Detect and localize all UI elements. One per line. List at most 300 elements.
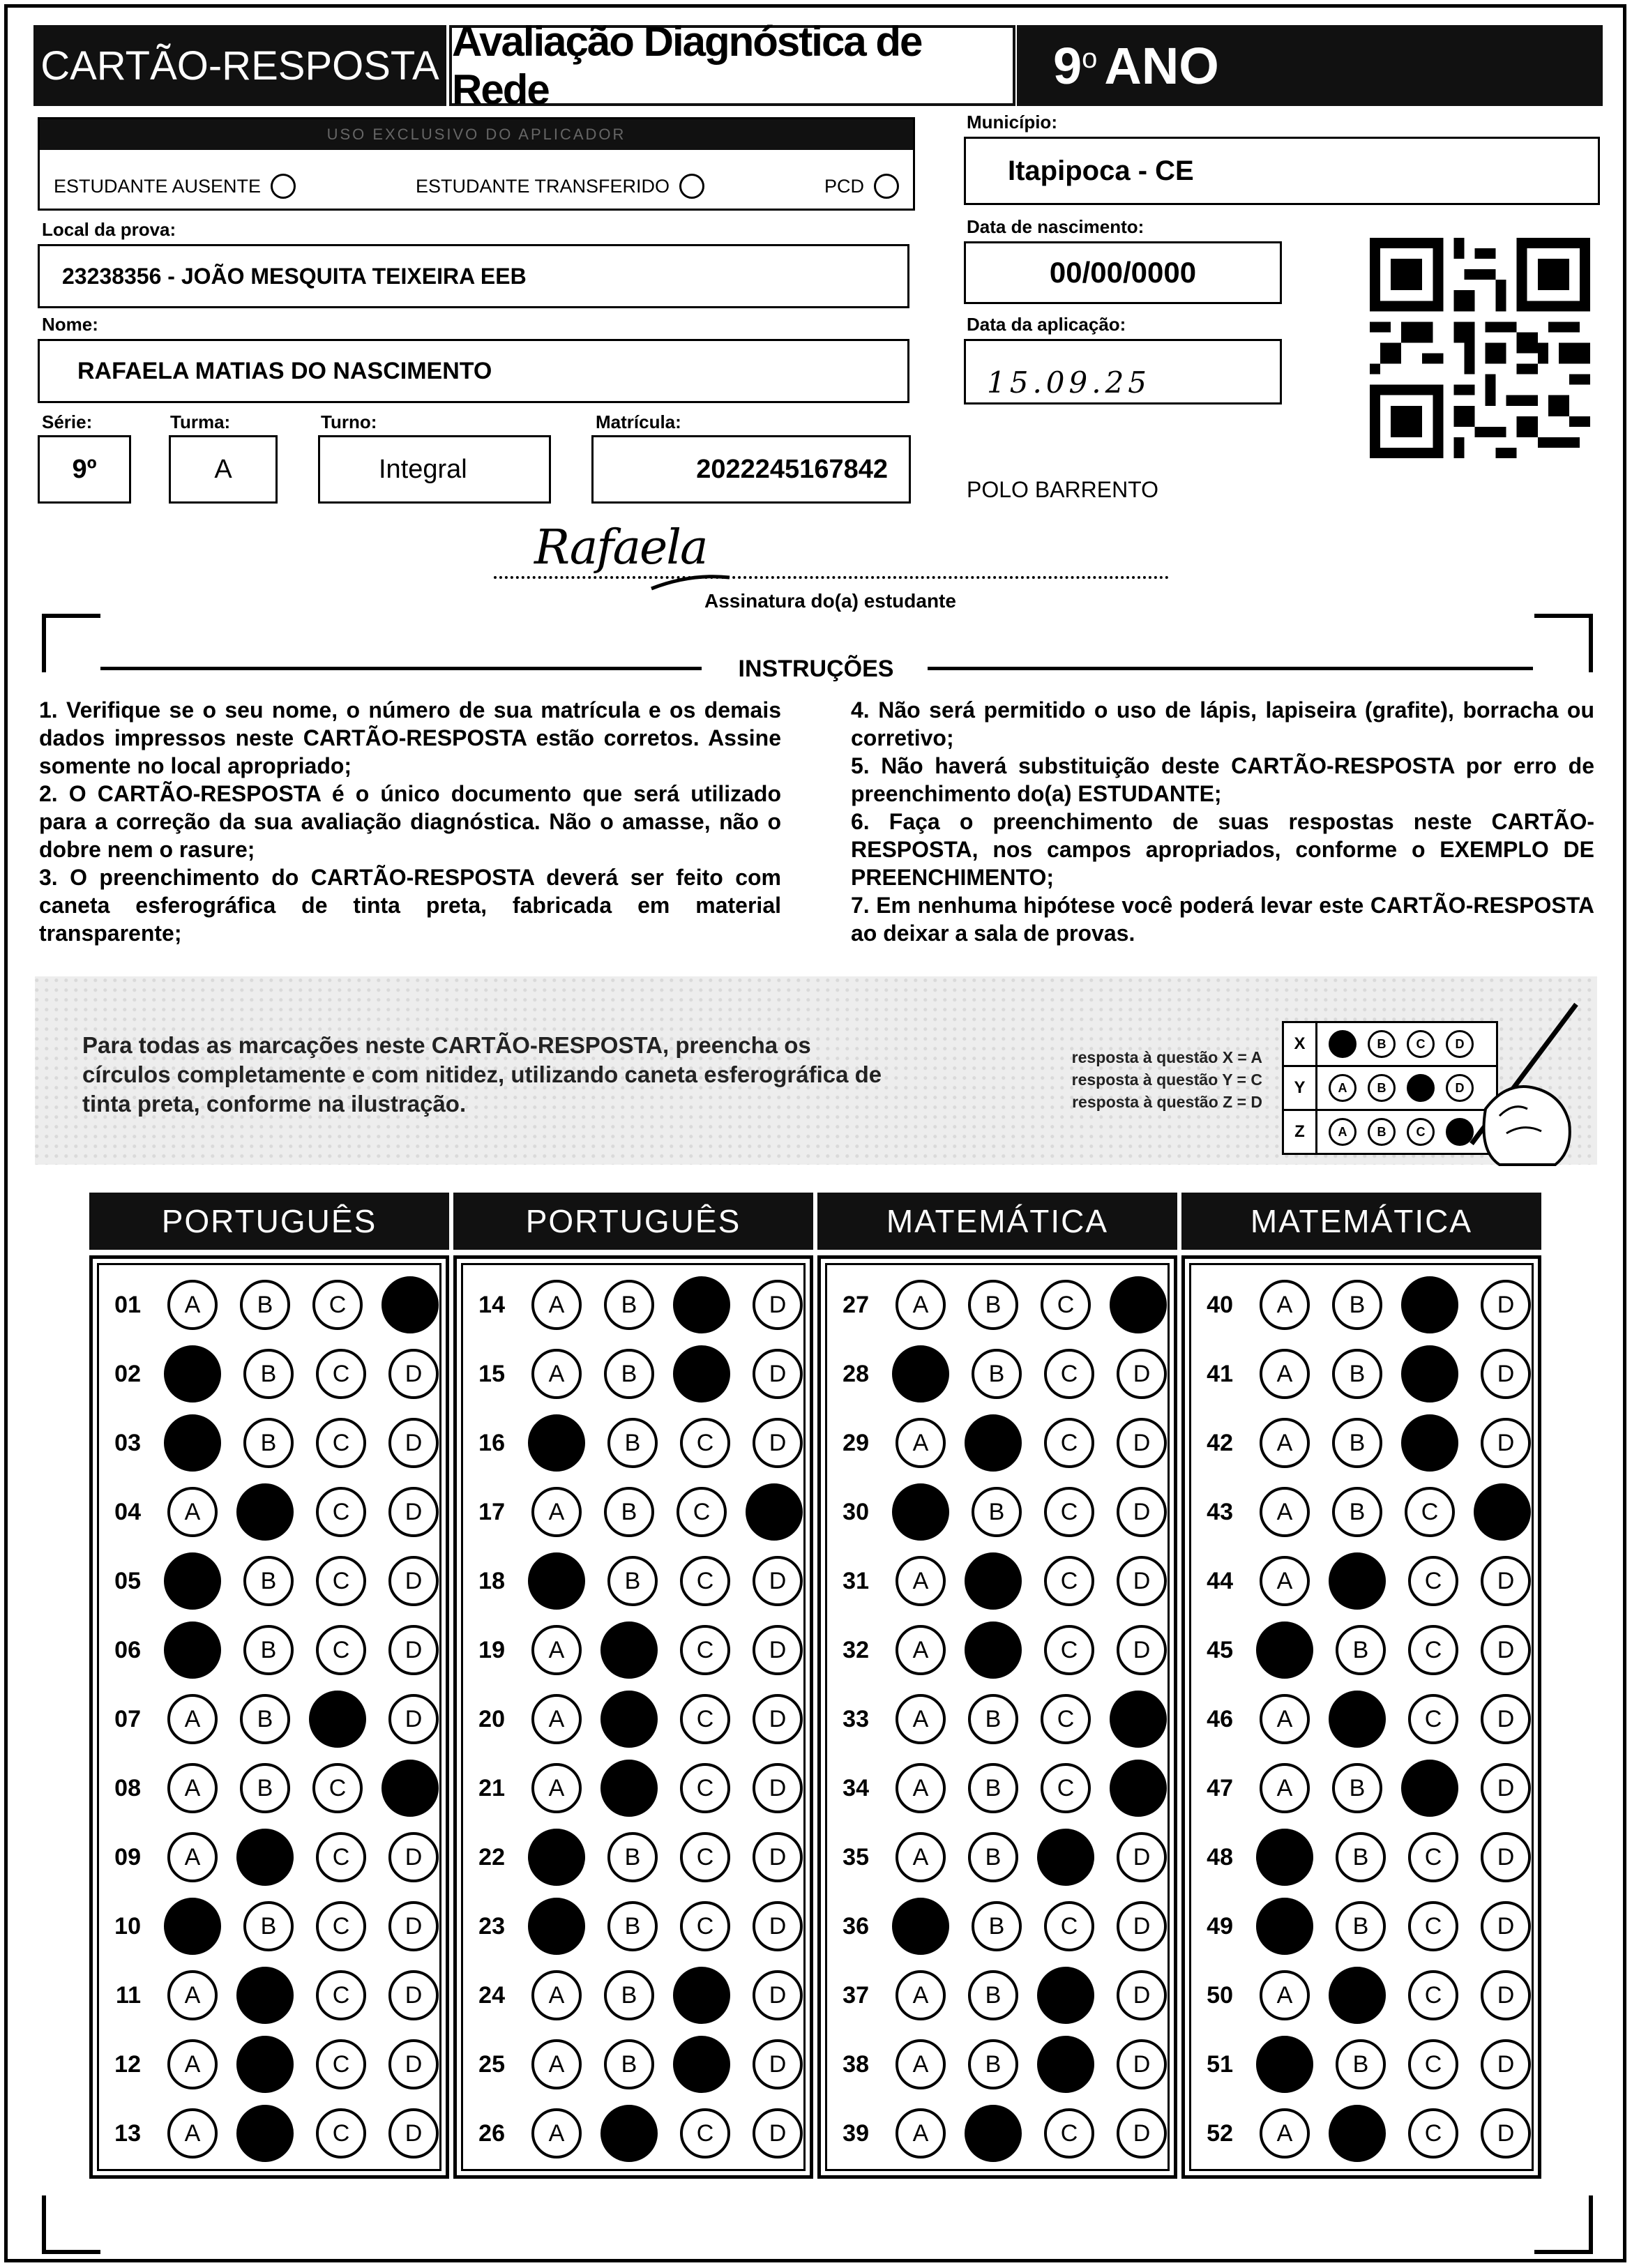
answer-bubble-a[interactable]: A [896, 1280, 946, 1330]
answer-bubble-d[interactable]: D [753, 1625, 803, 1675]
answer-bubble-c[interactable]: C [1044, 1349, 1094, 1399]
answer-bubble-b[interactable]: B [1336, 1832, 1386, 1882]
example-legend-item: resposta à questão X = A [1071, 1048, 1262, 1066]
signature-caption: Assinatura do(a) estudante [704, 590, 956, 612]
answer-bubble-c[interactable]: C [677, 1487, 727, 1537]
answer-bubble-a[interactable]: A [531, 1625, 582, 1675]
example-bubble: B [1368, 1118, 1396, 1146]
answer-bubble-c[interactable]: C [680, 1901, 730, 1951]
answer-bubble-c[interactable] [673, 1967, 730, 2024]
question-row [463, 1481, 803, 1543]
answer-bubble-a[interactable]: A [167, 2108, 218, 2159]
answer-bubble-d[interactable]: D [753, 2108, 803, 2159]
answer-bubble-c[interactable]: C [680, 1763, 730, 1813]
matricula-field: 2022245167842 [591, 435, 911, 504]
column-title: MATEMÁTICA [1181, 1193, 1541, 1250]
question-number: 04 [114, 1498, 141, 1525]
answer-bubble-c[interactable]: C [1041, 1694, 1091, 1744]
question-row [99, 1550, 439, 1612]
answer-bubble-d[interactable]: D [1117, 2039, 1167, 2089]
answer-bubble-b[interactable]: B [607, 1832, 658, 1882]
answer-bubble-a[interactable]: A [531, 1349, 582, 1399]
question-number: 07 [114, 1705, 141, 1732]
answer-bubble-d[interactable]: D [388, 1901, 439, 1951]
question-number: 29 [843, 1429, 869, 1456]
question-number: 51 [1207, 2050, 1233, 2078]
instruction-item: 3. O preenchimento do CARTÃO-RESPOSTA deverá ser feito com caneta esferográfica de tinta preta, fabricada em material transparente; [39, 865, 781, 946]
answer-bubble-a[interactable]: A [531, 1694, 582, 1744]
question-number: 34 [843, 1774, 869, 1801]
app-date-label: Data da aplicação: [967, 314, 1126, 335]
grade-banner [1017, 25, 1603, 106]
question-row [463, 1619, 803, 1681]
answer-bubble-b[interactable]: B [968, 1832, 1018, 1882]
answer-bubble-d[interactable]: D [1481, 1625, 1531, 1675]
answer-bubble-c[interactable]: C [1044, 1901, 1094, 1951]
answer-bubble-a[interactable]: A [1260, 1694, 1310, 1744]
app-date-field[interactable]: 15.09.25 [964, 339, 1282, 405]
answer-bubble-d[interactable]: D [1117, 1625, 1167, 1675]
answer-bubble-d[interactable] [746, 1483, 803, 1541]
answer-bubble-a[interactable]: A [896, 1556, 946, 1606]
answer-bubble-b[interactable]: B [607, 1901, 658, 1951]
answer-bubble-b[interactable]: B [1336, 2039, 1386, 2089]
answer-bubble-b[interactable] [1329, 1691, 1386, 1748]
instruction-item: 5. Não haverá substituição deste CARTÃO-RESPOSTA por erro de preenchimento do(a) ESTUDANTE; [851, 753, 1594, 806]
question-number: 38 [843, 2050, 869, 2078]
answer-bubble-c[interactable]: C [1408, 1832, 1458, 1882]
answer-bubble-d[interactable]: D [753, 1901, 803, 1951]
answer-bubble-d[interactable]: D [388, 1418, 439, 1468]
applicator-box [38, 117, 915, 211]
answer-bubble-b[interactable]: B [1332, 1280, 1382, 1330]
answer-bubble-b[interactable] [600, 1760, 658, 1817]
question-number: 26 [478, 2119, 505, 2147]
question-row [463, 1412, 803, 1474]
answer-bubble-c[interactable]: C [316, 1901, 366, 1951]
answer-bubble-b[interactable] [236, 1483, 294, 1541]
pcd-option[interactable] [824, 174, 899, 199]
signature-handwriting[interactable]: Rafaela [534, 520, 707, 575]
question-row [1191, 2102, 1531, 2165]
answer-bubble-d[interactable] [1110, 1760, 1167, 1817]
answer-bubble-c[interactable] [1401, 1276, 1458, 1333]
answer-bubble-c[interactable]: C [316, 1832, 366, 1882]
answer-bubble-d[interactable] [1110, 1691, 1167, 1748]
answer-bubble-c[interactable] [1037, 1967, 1094, 2024]
answer-bubble-b[interactable]: B [972, 1901, 1022, 1951]
answer-bubble-d[interactable]: D [753, 1280, 803, 1330]
answer-bubble-b[interactable] [1329, 2105, 1386, 2162]
answer-bubble-a[interactable] [1256, 1898, 1313, 1955]
answer-bubble-d[interactable]: D [753, 1349, 803, 1399]
question-number: 36 [843, 1912, 869, 1940]
instructions-left [39, 696, 781, 947]
answer-bubble-d[interactable]: D [1117, 1556, 1167, 1606]
answer-bubble-d[interactable]: D [388, 2039, 439, 2089]
answer-bubble-a[interactable]: A [1260, 1970, 1310, 2020]
answer-bubble-b[interactable]: B [607, 1556, 658, 1606]
answer-bubble-a[interactable]: A [896, 1625, 946, 1675]
answer-bubble-a[interactable]: A [531, 2108, 582, 2159]
answer-bubble-b[interactable]: B [968, 1280, 1018, 1330]
answer-bubble-c[interactable]: C [316, 2108, 366, 2159]
answer-bubble-d[interactable]: D [1117, 2108, 1167, 2159]
question-row [463, 1757, 803, 1820]
answer-bubble-a[interactable]: A [531, 1763, 582, 1813]
answer-bubble-d[interactable]: D [1481, 1418, 1531, 1468]
question-number: 24 [478, 1981, 505, 2009]
answer-bubble-c[interactable]: C [1408, 2039, 1458, 2089]
question-row [99, 2102, 439, 2165]
answer-bubble-b[interactable] [965, 1621, 1022, 1679]
answer-bubble-a[interactable]: A [531, 1487, 582, 1537]
answer-bubble-a[interactable] [164, 1552, 221, 1610]
answer-bubble-c[interactable] [1401, 1414, 1458, 1472]
answer-bubble-b[interactable]: B [604, 1349, 654, 1399]
answer-bubble-b[interactable]: B [243, 1556, 294, 1606]
question-number: 28 [843, 1360, 869, 1387]
question-number: 19 [478, 1636, 505, 1663]
question-row [827, 1688, 1167, 1751]
answer-bubble-c[interactable]: C [1044, 1625, 1094, 1675]
answer-bubble-c[interactable] [1037, 2036, 1094, 2093]
answer-bubble-c[interactable]: C [1044, 1418, 1094, 1468]
answer-bubble-b[interactable] [236, 1967, 294, 2024]
answer-bubble-d[interactable]: D [753, 1970, 803, 2020]
answer-bubble-a[interactable] [164, 1898, 221, 1955]
answer-bubble-c[interactable]: C [1044, 1487, 1094, 1537]
answer-bubble-b[interactable]: B [240, 1694, 290, 1744]
answer-bubble-a[interactable] [1256, 1829, 1313, 1886]
answer-bubble-a[interactable]: A [531, 1970, 582, 2020]
question-number: 22 [478, 1843, 505, 1870]
answer-bubble-a[interactable]: A [1260, 1418, 1310, 1468]
example-legend-item: resposta à questão Z = D [1072, 1093, 1262, 1111]
answer-bubble-b[interactable]: B [604, 1970, 654, 2020]
answer-bubble-a[interactable]: A [896, 1832, 946, 1882]
answer-bubble-d[interactable]: D [388, 1349, 439, 1399]
answer-bubble-c[interactable]: C [1041, 1280, 1091, 1330]
answer-bubble-d[interactable]: D [1481, 1349, 1531, 1399]
answer-bubble-b[interactable]: B [604, 2039, 654, 2089]
answer-bubble-b[interactable]: B [1336, 1625, 1386, 1675]
answer-bubble-d[interactable]: D [388, 1694, 439, 1744]
answer-bubble-b[interactable] [236, 2105, 294, 2162]
answer-bubble-a[interactable]: A [1260, 1280, 1310, 1330]
answer-bubble-c[interactable] [1037, 1829, 1094, 1886]
answer-bubble-a[interactable]: A [896, 2039, 946, 2089]
answer-bubble-a[interactable] [164, 1414, 221, 1472]
transferred-option[interactable] [416, 174, 704, 199]
hand-pen-icon [1458, 997, 1597, 1172]
question-number: 09 [114, 1843, 141, 1870]
answer-bubble-a[interactable]: A [167, 1832, 218, 1882]
answer-bubble-d[interactable]: D [388, 1970, 439, 2020]
local-field: 23238356 - JOÃO MESQUITA TEIXEIRA EEB [38, 244, 909, 308]
answer-bubble-a[interactable] [528, 1552, 585, 1610]
answer-bubble-b[interactable] [965, 2105, 1022, 2162]
question-number: 50 [1207, 1981, 1233, 2009]
answer-bubble-c[interactable]: C [316, 1349, 366, 1399]
answer-bubble-c[interactable]: C [1408, 1694, 1458, 1744]
absent-radio[interactable] [271, 174, 296, 199]
answer-bubble-a[interactable]: A [896, 1970, 946, 2020]
question-number: 25 [478, 2050, 505, 2078]
serie-field: 9º [38, 435, 131, 504]
answer-bubble-c[interactable]: C [680, 1418, 730, 1468]
answer-bubble-a[interactable]: A [167, 1970, 218, 2020]
example-bubble [1407, 1074, 1435, 1102]
answer-bubble-c[interactable]: C [1408, 1970, 1458, 2020]
answer-bubble-a[interactable]: A [167, 1763, 218, 1813]
answer-bubble-b[interactable]: B [1332, 1418, 1382, 1468]
answer-bubble-d[interactable] [1110, 1276, 1167, 1333]
question-row [99, 1895, 439, 1958]
answer-bubble-c[interactable] [673, 1276, 730, 1333]
answer-bubble-b[interactable]: B [240, 1280, 290, 1330]
question-row [827, 1273, 1167, 1336]
answer-bubble-a[interactable] [164, 1621, 221, 1679]
instruction-item: 7. Em nenhuma hipótese você poderá levar este CARTÃO-RESPOSTA ao deixar a sala de provas. [851, 893, 1594, 946]
question-number: 08 [114, 1774, 141, 1801]
example-row-key: X [1284, 1023, 1317, 1065]
answer-bubble-c[interactable] [673, 2036, 730, 2093]
answer-bubble-a[interactable] [528, 1414, 585, 1472]
question-row [827, 1619, 1167, 1681]
answer-bubble-d[interactable]: D [1481, 1901, 1531, 1951]
question-number: 12 [114, 2050, 141, 2078]
answer-bubble-c[interactable]: C [680, 1832, 730, 1882]
answer-bubble-a[interactable]: A [167, 1280, 218, 1330]
answer-bubble-c[interactable]: C [316, 1625, 366, 1675]
answer-bubble-b[interactable]: B [972, 1349, 1022, 1399]
answer-bubble-d[interactable]: D [753, 1556, 803, 1606]
question-number: 32 [843, 1636, 869, 1663]
answer-bubble-a[interactable] [892, 1345, 949, 1403]
answer-bubble-d[interactable]: D [1117, 1970, 1167, 2020]
question-number: 15 [478, 1360, 505, 1387]
answer-bubble-b[interactable]: B [607, 1418, 658, 1468]
pcd-radio[interactable] [874, 174, 899, 199]
instructions-rule-left [100, 667, 702, 670]
answer-bubble-c[interactable]: C [680, 2108, 730, 2159]
answer-bubble-b[interactable]: B [243, 1625, 294, 1675]
answer-bubble-a[interactable] [528, 1829, 585, 1886]
answer-bubble-b[interactable] [236, 1829, 294, 1886]
answer-bubble-a[interactable]: A [167, 2039, 218, 2089]
answer-bubble-d[interactable]: D [1481, 1970, 1531, 2020]
answer-bubble-d[interactable]: D [1481, 2108, 1531, 2159]
question-number: 46 [1207, 1705, 1233, 1732]
answer-bubble-d[interactable] [1474, 1483, 1531, 1541]
signature-line [494, 576, 1169, 579]
answer-bubble-d[interactable] [381, 1276, 439, 1333]
answer-bubble-b[interactable] [236, 2036, 294, 2093]
answer-bubble-d[interactable]: D [753, 1694, 803, 1744]
answer-bubble-b[interactable]: B [1332, 1349, 1382, 1399]
answer-bubble-b[interactable]: B [1332, 1487, 1382, 1537]
answer-bubble-c[interactable]: C [680, 1694, 730, 1744]
answer-bubble-c[interactable]: C [312, 1763, 363, 1813]
answer-bubble-b[interactable]: B [1336, 1901, 1386, 1951]
answer-bubble-d[interactable]: D [388, 1625, 439, 1675]
question-row [1191, 1619, 1531, 1681]
question-row [827, 2033, 1167, 2096]
answer-bubble-b[interactable] [1329, 1552, 1386, 1610]
answer-bubble-a[interactable]: A [896, 1418, 946, 1468]
answer-bubble-c[interactable]: C [312, 1280, 363, 1330]
question-row [463, 1826, 803, 1889]
answer-bubble-c[interactable]: C [1044, 2108, 1094, 2159]
instructions-rule-right [928, 667, 1533, 670]
answer-bubble-d[interactable]: D [753, 2039, 803, 2089]
answer-bubble-b[interactable]: B [604, 1280, 654, 1330]
applicator-bar: USO EXCLUSIVO DO APLICADOR [40, 119, 913, 150]
answer-bubble-d[interactable]: D [388, 1556, 439, 1606]
question-row [1191, 1550, 1531, 1612]
answer-bubble-b[interactable] [1329, 1967, 1386, 2024]
answer-bubble-c[interactable]: C [1408, 1625, 1458, 1675]
answer-bubble-c[interactable]: C [1044, 1556, 1094, 1606]
answer-bubble-b[interactable]: B [968, 1694, 1018, 1744]
answer-bubble-c[interactable]: C [680, 1625, 730, 1675]
question-number: 06 [114, 1636, 141, 1663]
answer-bubble-a[interactable] [892, 1898, 949, 1955]
instruction-item: 6. Faça o preenchimento de suas respostas neste CARTÃO-RESPOSTA, nos campos apropriados, conforme o EXEMPLO DE PREENCHIMENTO; [851, 809, 1594, 890]
answer-column [453, 1255, 813, 2179]
answer-bubble-d[interactable]: D [1117, 1901, 1167, 1951]
answer-bubble-b[interactable] [600, 1621, 658, 1679]
answer-bubble-b[interactable] [965, 1552, 1022, 1610]
question-row [463, 1688, 803, 1751]
example-bubble: D [1446, 1030, 1474, 1058]
answer-bubble-a[interactable] [892, 1483, 949, 1541]
answer-bubble-c[interactable] [1401, 1760, 1458, 1817]
answer-bubble-d[interactable]: D [1481, 2039, 1531, 2089]
answer-bubble-b[interactable]: B [968, 2039, 1018, 2089]
answer-bubble-c[interactable]: C [316, 1418, 366, 1468]
answer-bubble-c[interactable]: C [1408, 1556, 1458, 1606]
answer-bubble-d[interactable]: D [1117, 1418, 1167, 1468]
question-row [827, 1895, 1167, 1958]
answer-bubble-c[interactable]: C [316, 2039, 366, 2089]
question-row [827, 1481, 1167, 1543]
answer-bubble-c[interactable]: C [1405, 1487, 1455, 1537]
answer-bubble-d[interactable]: D [1117, 1349, 1167, 1399]
answer-bubble-a[interactable]: A [1260, 1556, 1310, 1606]
answer-bubble-a[interactable]: A [1260, 1349, 1310, 1399]
answer-bubble-a[interactable]: A [531, 2039, 582, 2089]
grade-superscript: o [1082, 43, 1098, 74]
answer-bubble-b[interactable]: B [972, 1487, 1022, 1537]
answer-bubble-d[interactable]: D [1481, 1763, 1531, 1813]
answer-bubble-b[interactable]: B [240, 1763, 290, 1813]
matricula-label: Matrícula: [596, 411, 681, 432]
answer-column [1181, 1255, 1541, 2179]
answer-bubble-c[interactable]: C [1408, 2108, 1458, 2159]
answer-bubble-b[interactable]: B [243, 1349, 294, 1399]
answer-bubble-d[interactable]: D [1481, 1280, 1531, 1330]
question-row [827, 2102, 1167, 2165]
answer-bubble-b[interactable]: B [968, 1970, 1018, 2020]
answer-bubble-c[interactable]: C [1041, 1763, 1091, 1813]
answer-bubble-d[interactable]: D [1481, 1556, 1531, 1606]
corner-mark-br [1534, 2195, 1593, 2254]
answer-bubble-d[interactable]: D [753, 1418, 803, 1468]
answer-bubble-a[interactable]: A [896, 2108, 946, 2159]
answer-bubble-a[interactable]: A [167, 1487, 218, 1537]
answer-bubble-a[interactable] [1256, 1621, 1313, 1679]
answer-bubble-d[interactable]: D [388, 1832, 439, 1882]
answer-bubble-a[interactable] [164, 1345, 221, 1403]
answer-bubble-c[interactable]: C [316, 1556, 366, 1606]
answer-bubble-d[interactable]: D [753, 1832, 803, 1882]
answer-bubble-c[interactable]: C [1408, 1901, 1458, 1951]
question-number: 13 [114, 2119, 141, 2147]
answer-bubble-a[interactable]: A [531, 1280, 582, 1330]
answer-bubble-d[interactable]: D [1481, 1694, 1531, 1744]
answer-bubble-a[interactable]: A [167, 1694, 218, 1744]
answer-bubble-c[interactable]: C [316, 1487, 366, 1537]
answer-bubble-d[interactable] [381, 1760, 439, 1817]
grade-label: ANO [1104, 36, 1219, 95]
transferred-radio[interactable] [679, 174, 704, 199]
answer-bubble-d[interactable]: D [1481, 1832, 1531, 1882]
answer-bubble-b[interactable]: B [243, 1418, 294, 1468]
answer-bubble-a[interactable]: A [1260, 2108, 1310, 2159]
question-row [1191, 1757, 1531, 1820]
answer-bubble-d[interactable]: D [1117, 1487, 1167, 1537]
answer-bubble-b[interactable] [600, 1691, 658, 1748]
answer-bubble-d[interactable]: D [388, 2108, 439, 2159]
answer-bubble-c[interactable] [1401, 1345, 1458, 1403]
answer-bubble-b[interactable]: B [604, 1487, 654, 1537]
answer-bubble-c[interactable]: C [680, 1556, 730, 1606]
question-row [463, 2033, 803, 2096]
answer-bubble-b[interactable] [600, 2105, 658, 2162]
answer-column [89, 1255, 449, 2179]
exam-title: Avaliação Diagnóstica de Rede [449, 25, 1015, 106]
answer-bubble-c[interactable] [673, 1345, 730, 1403]
signature-flourish [649, 570, 732, 591]
pcd-label: PCD [824, 175, 864, 197]
answer-bubble-b[interactable]: B [968, 1763, 1018, 1813]
absent-option[interactable] [54, 174, 296, 199]
answer-bubble-a[interactable] [1256, 2036, 1313, 2093]
answer-bubble-a[interactable]: A [896, 1763, 946, 1813]
answer-bubble-c[interactable]: C [316, 1970, 366, 2020]
example-bubble: C [1407, 1118, 1435, 1146]
answer-bubble-a[interactable] [528, 1898, 585, 1955]
question-row [463, 2102, 803, 2165]
answer-bubble-d[interactable]: D [388, 1487, 439, 1537]
answer-bubble-c[interactable] [309, 1691, 366, 1748]
grade-number: 9 [1053, 36, 1082, 95]
question-number: 37 [843, 1981, 869, 2009]
answer-bubble-a[interactable]: A [1260, 1487, 1310, 1537]
answer-bubble-a[interactable]: A [896, 1694, 946, 1744]
answer-bubble-b[interactable]: B [1332, 1763, 1382, 1813]
answer-bubble-a[interactable]: A [1260, 1763, 1310, 1813]
answer-bubble-b[interactable] [965, 1414, 1022, 1472]
answer-bubble-b[interactable]: B [243, 1901, 294, 1951]
answer-bubble-d[interactable]: D [753, 1763, 803, 1813]
turno-field: Integral [318, 435, 551, 504]
answer-bubble-d[interactable]: D [1117, 1832, 1167, 1882]
question-number: 03 [114, 1429, 141, 1456]
question-row [463, 1964, 803, 2027]
